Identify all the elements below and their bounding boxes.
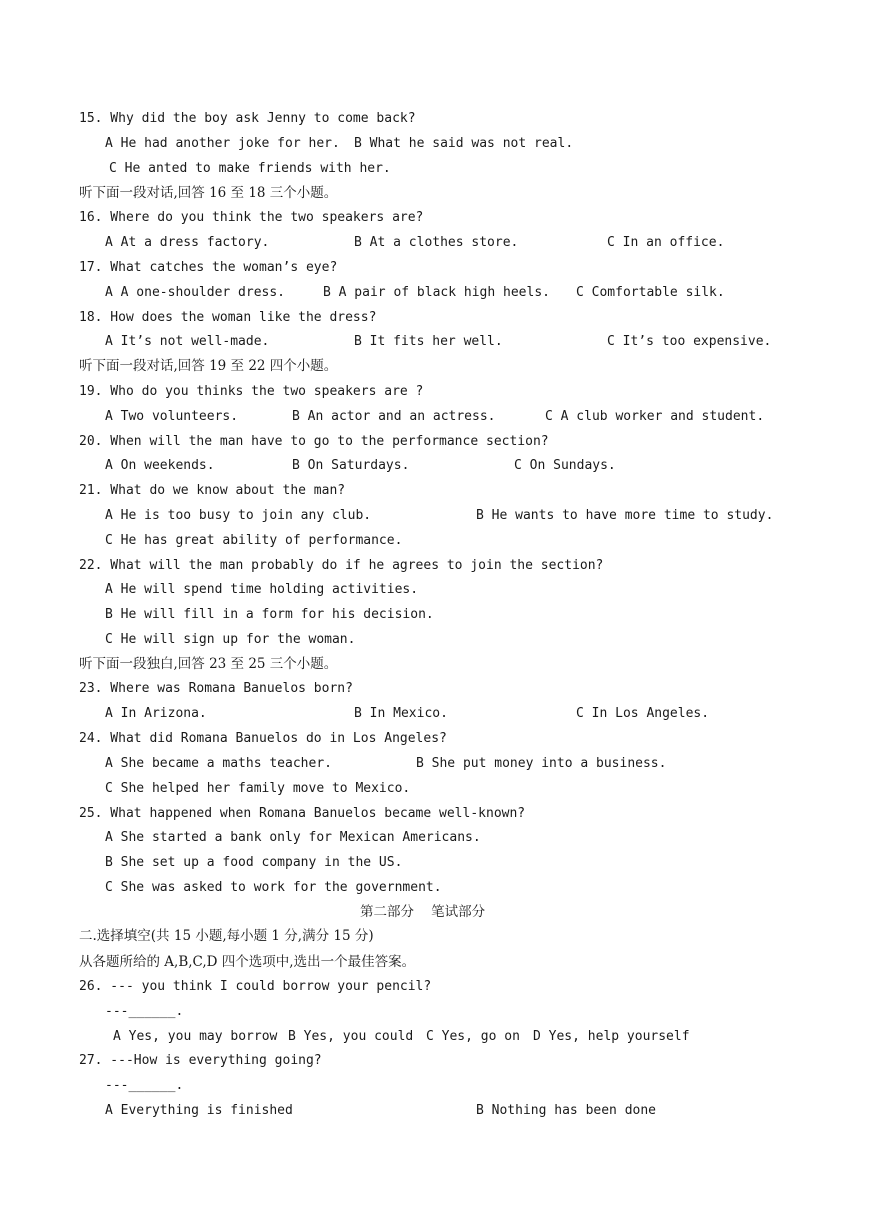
question-25-stem: 25. What happened when Romana Banuelos became well-known? [79,806,526,821]
question-22-option-c: C He will sign up for the woman. [105,632,356,647]
question-18-option-b: B It fits her well. [354,334,503,349]
question-27-stem: 27. ---How is everything going? [79,1053,322,1068]
question-26-option-d: D Yes, help yourself [533,1029,690,1044]
question-18-option-c: C It’s too expensive. [607,334,772,349]
question-27-option-a: A Everything is finished [105,1103,293,1118]
question-26-stem: 26. --- you think I could borrow your pencil? [79,979,432,994]
question-19-option-c: C A club worker and student. [545,409,765,424]
question-15-option-a: A He had another joke for her. [105,136,340,151]
question-23-option-b: B In Mexico. [354,706,448,721]
question-25-option-b: B She set up a food company in the US. [105,855,403,870]
question-15-option-c: C He anted to make friends with her. [109,161,391,176]
question-24-option-a: A She became a maths teacher. [105,756,332,771]
question-21-option-c: C He has great ability of performance. [105,533,403,548]
question-20-option-b: B On Saturdays. [292,458,410,473]
question-19-stem: 19. Who do you thinks the two speakers are ? [79,384,424,399]
question-23-stem: 23. Where was Romana Banuelos born? [79,681,353,696]
question-19-option-b: B An actor and an actress. [292,409,496,424]
question-22-option-a: A He will spend time holding activities. [105,582,419,597]
question-25-option-a: A She started a bank only for Mexican Americans. [105,830,481,845]
question-26-option-a: A Yes, you may borrow [113,1029,278,1044]
question-18-stem: 18. How does the woman like the dress? [79,310,377,325]
question-17-option-b: B A pair of black high heels. [323,285,550,300]
question-20-option-c: C On Sundays. [514,458,616,473]
question-18-option-a: A It’s not well-made. [105,334,270,349]
question-27-option-b: B Nothing has been done [476,1103,657,1118]
question-16-stem: 16. Where do you think the two speakers are? [79,210,424,225]
listening-instruction-16-18: 听下面一段对话,回答 16 至 18 三个小题。 [79,185,338,201]
question-15-stem: 15. Why did the boy ask Jenny to come back? [79,111,416,126]
question-20-stem: 20. When will the man have to go to the performance section? [79,434,549,449]
question-22-stem: 22. What will the man probably do if he agrees to join the section? [79,558,604,573]
question-23-option-a: A In Arizona. [105,706,207,721]
question-22-option-b: B He will fill in a form for his decision. [105,607,434,622]
section-2-instruction: 从各题所给的 A,B,C,D 四个选项中,选出一个最佳答案。 [79,954,416,970]
question-15-option-b: B What he said was not real. [354,136,574,151]
question-21-option-b: B He wants to have more time to study. [476,508,774,523]
listening-instruction-23-25: 听下面一段独白,回答 23 至 25 三个小题。 [79,656,338,672]
question-20-option-a: A On weekends. [105,458,215,473]
question-17-stem: 17. What catches the woman’s eye? [79,260,338,275]
section-2-title: 二.选择填空(共 15 小题,每小题 1 分,满分 15 分) [79,928,374,944]
question-26-option-b: B Yes, you could [288,1029,414,1044]
question-26-option-c: C Yes, go on [426,1029,520,1044]
question-26-answer-blank: ---______. [105,1004,184,1019]
question-25-option-c: C She was asked to work for the government. [105,880,442,895]
question-19-option-a: A Two volunteers. [105,409,239,424]
question-16-option-b: B At a clothes store. [354,235,519,250]
question-21-option-a: A He is too busy to join any club. [105,508,372,523]
question-24-stem: 24. What did Romana Banuelos do in Los Angeles? [79,731,447,746]
question-17-option-a: A A one-shoulder dress. [105,285,286,300]
question-27-answer-blank: ---______. [105,1078,184,1093]
question-16-option-a: A At a dress factory. [105,235,270,250]
question-16-option-c: C In an office. [607,235,725,250]
question-17-option-c: C Comfortable silk. [576,285,725,300]
listening-instruction-19-22: 听下面一段对话,回答 19 至 22 四个小题。 [79,358,338,374]
question-23-option-c: C In Los Angeles. [576,706,710,721]
question-24-option-b: B She put money into a business. [416,756,667,771]
question-24-option-c: C She helped her family move to Mexico. [105,781,411,796]
part-2-title: 第二部分 笔试部分 [360,904,486,920]
question-21-stem: 21. What do we know about the man? [79,483,346,498]
